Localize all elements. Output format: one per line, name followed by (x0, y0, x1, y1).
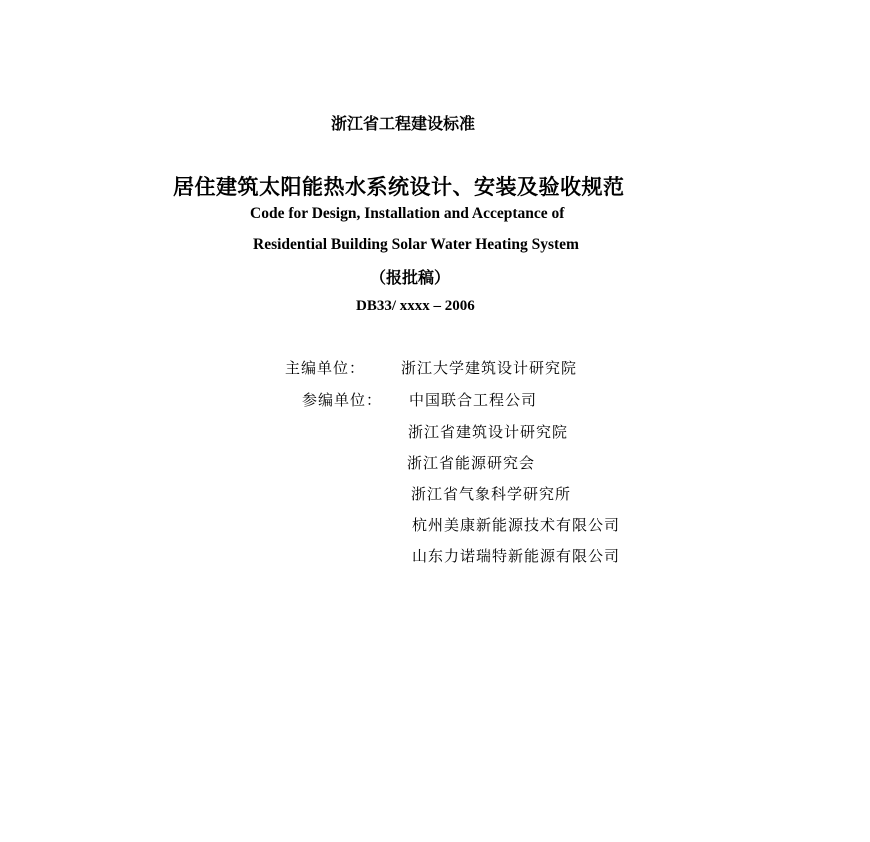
participating-org: 中国联合工程公司 (409, 391, 538, 409)
standard-code: DB33/ xxxx – 2006 (356, 298, 475, 314)
participating-org: 浙江省气象科学研究所 (411, 485, 572, 503)
document-title-cn: 居住建筑太阳能热水系统设计、安装及验收规范 (173, 175, 625, 199)
document-title-en-line2: Residential Building Solar Water Heating System (253, 236, 579, 253)
participating-org: 山东力诺瑞特新能源有限公司 (412, 547, 621, 565)
participating-editors-label: 参编单位： (302, 391, 383, 409)
participating-org: 浙江省能源研究会 (407, 454, 536, 472)
participating-org: 浙江省建筑设计研究院 (408, 423, 569, 441)
standard-header: 浙江省工程建设标准 (331, 114, 476, 133)
draft-note: （报批稿） (370, 268, 451, 287)
document-title-en-line1: Code for Design, Installation and Acceptance of (250, 205, 565, 222)
chief-editor-org: 浙江大学建筑设计研究院 (401, 359, 578, 377)
chief-editor-label: 主编单位： (285, 359, 366, 377)
participating-org: 杭州美康新能源技术有限公司 (412, 516, 621, 534)
